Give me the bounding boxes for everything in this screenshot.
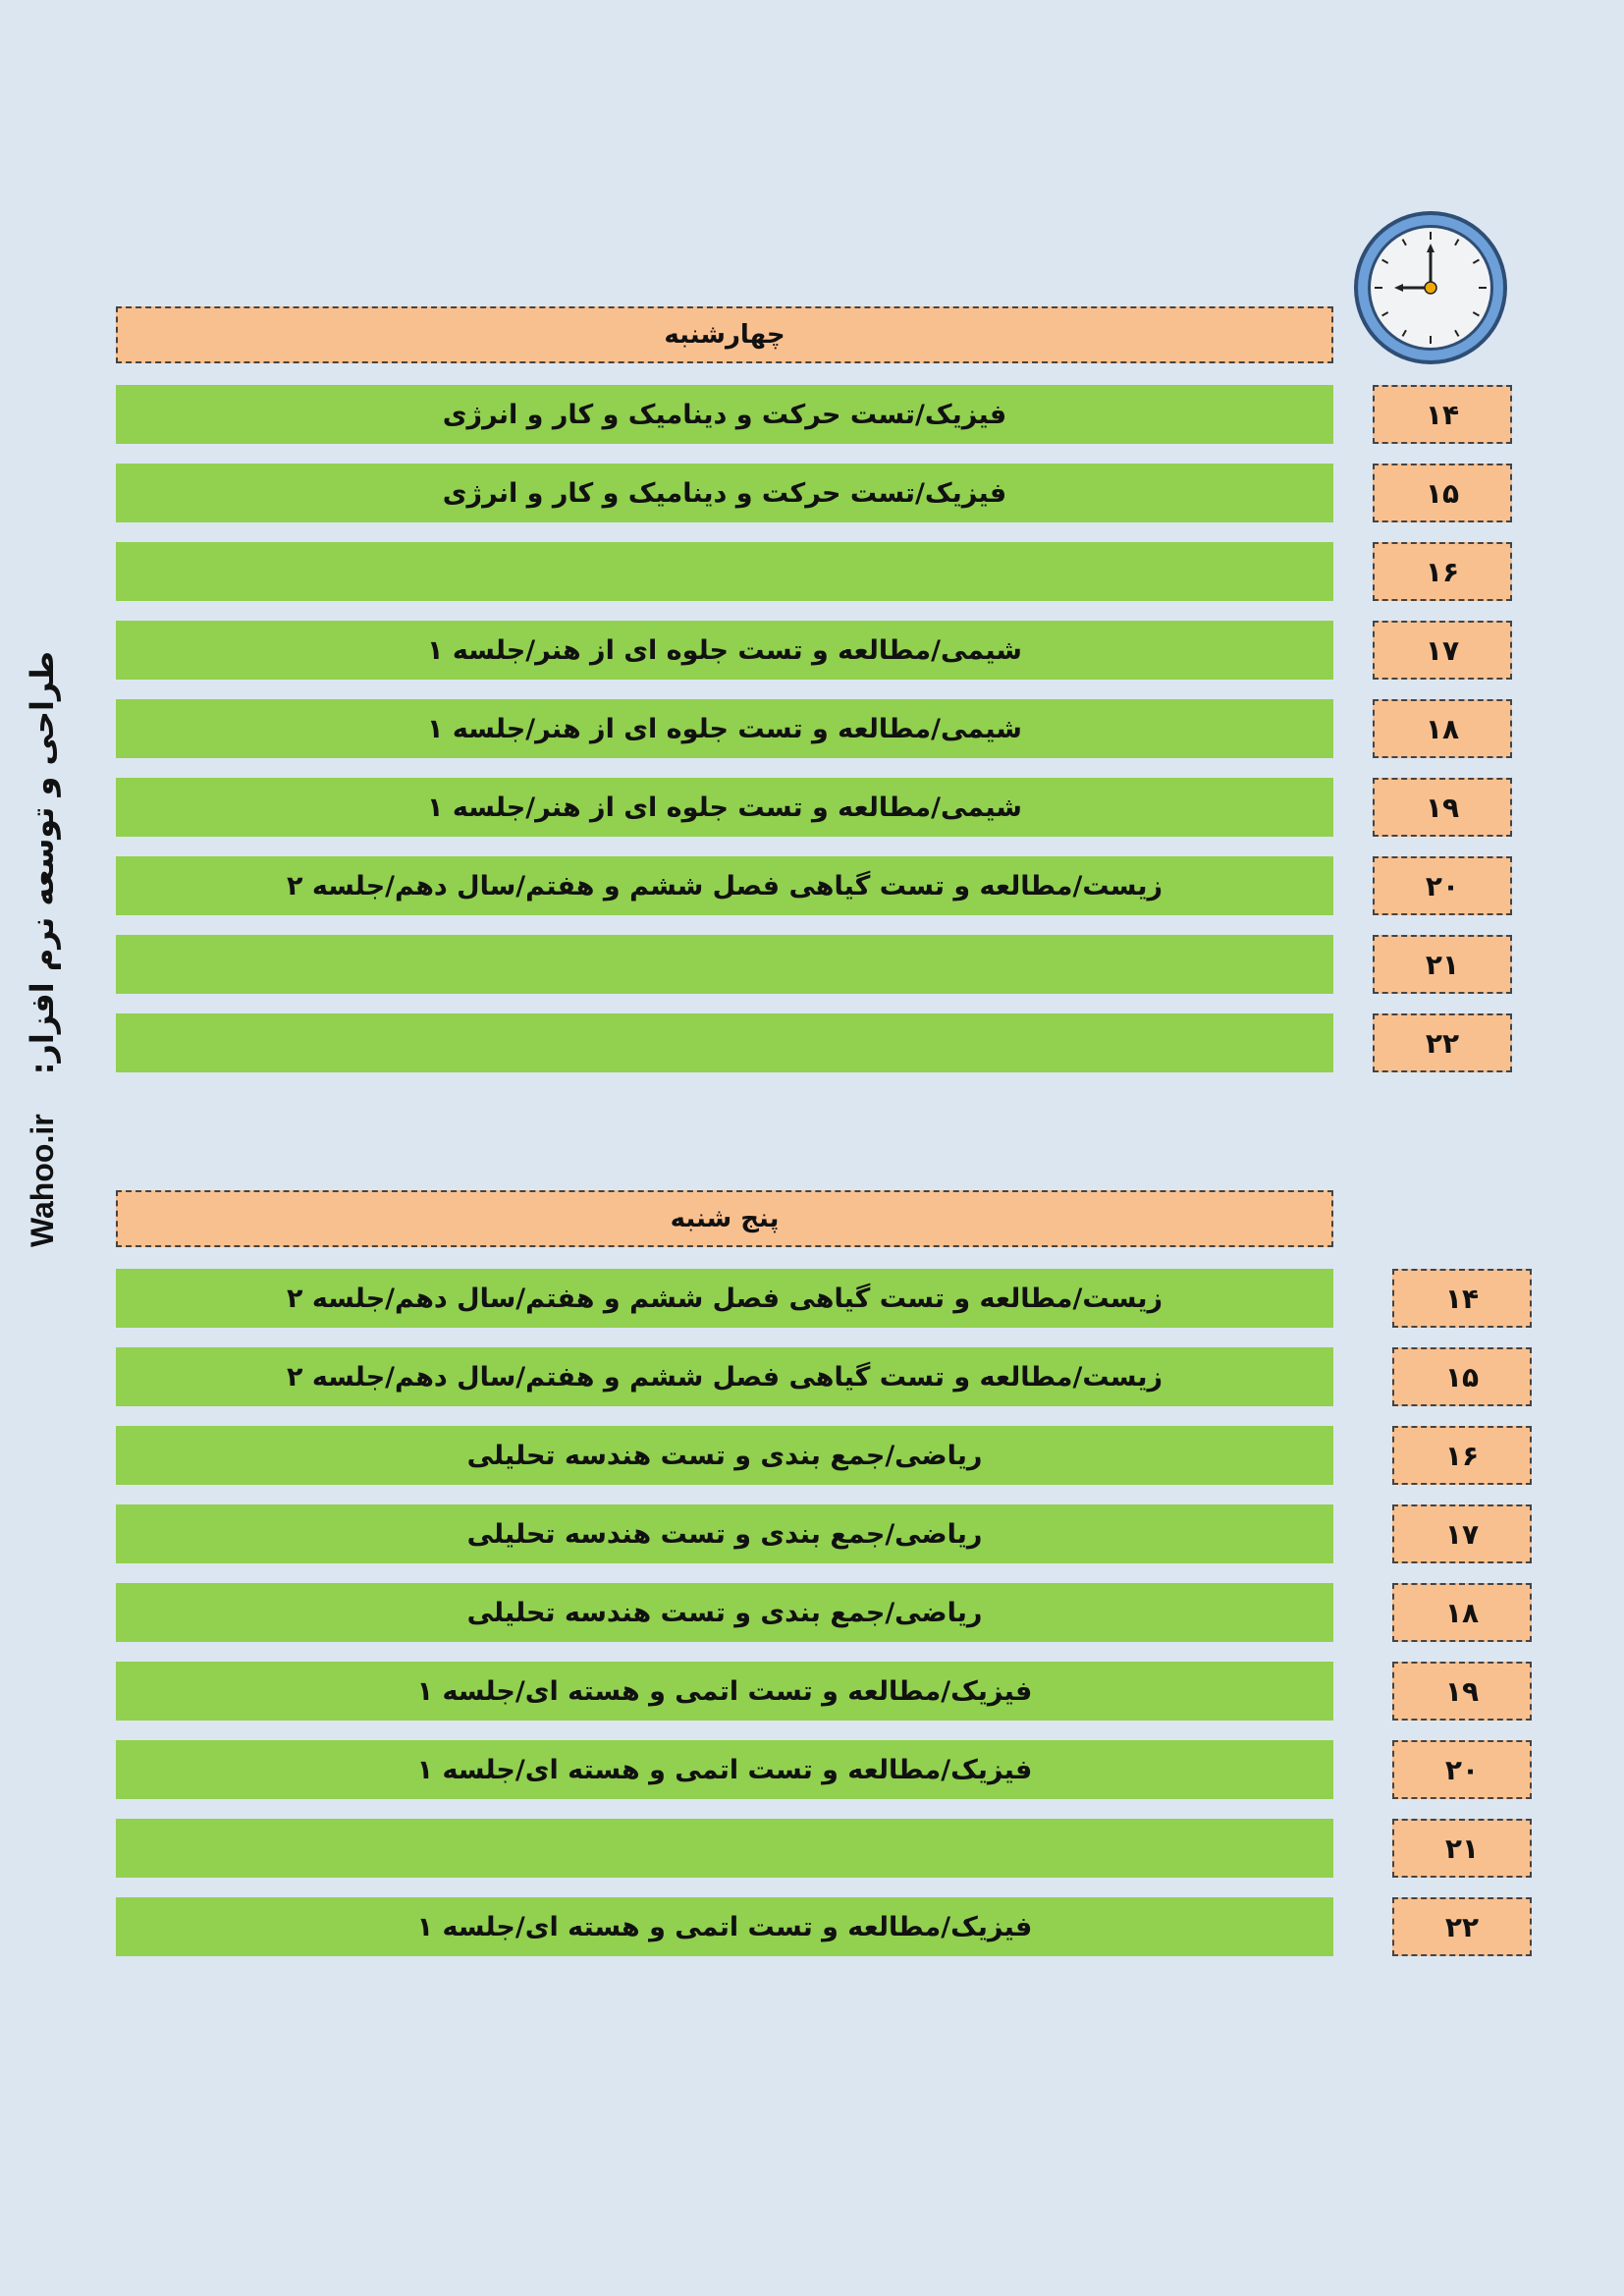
schedule-row: زیست/مطالعه و تست گیاهی فصل ششم و هفتم/سال دهم/جلسه ۲ [116, 856, 1333, 915]
schedule-row: فیزیک/مطالعه و تست اتمی و هسته ای/جلسه ۱ [116, 1662, 1333, 1721]
schedule-row [116, 1819, 1333, 1878]
hour-cell: ۱۸ [1373, 699, 1512, 758]
hour-cell: ۱۴ [1392, 1269, 1532, 1328]
schedule-row [116, 542, 1333, 601]
hour-cell: ۱۶ [1392, 1426, 1532, 1485]
schedule-row [116, 935, 1333, 994]
hour-cell: ۲۱ [1373, 935, 1512, 994]
hour-cell: ۱۶ [1373, 542, 1512, 601]
schedule-row [116, 1013, 1333, 1072]
hour-cell: ۱۹ [1373, 778, 1512, 837]
hour-cell: ۲۲ [1392, 1897, 1532, 1956]
schedule-row: فیزیک/مطالعه و تست اتمی و هسته ای/جلسه ۱ [116, 1897, 1333, 1956]
schedule-row: ریاضی/جمع بندی و تست هندسه تحلیلی [116, 1583, 1333, 1642]
hour-cell: ۲۰ [1373, 856, 1512, 915]
hour-cell: ۲۰ [1392, 1740, 1532, 1799]
schedule-row: فیزیک/تست حرکت و دینامیک و کار و انرژی [116, 385, 1333, 444]
watermark-site: Wahoo.ir [24, 1114, 60, 1247]
schedule-row: زیست/مطالعه و تست گیاهی فصل ششم و هفتم/سال دهم/جلسه ۲ [116, 1347, 1333, 1406]
schedule-row: شیمی/مطالعه و تست جلوه ای از هنر/جلسه ۱ [116, 621, 1333, 680]
hour-cell: ۱۵ [1373, 464, 1512, 522]
schedule-row: شیمی/مطالعه و تست جلوه ای از هنر/جلسه ۱ [116, 699, 1333, 758]
clock-icon [1351, 208, 1510, 367]
hour-cell: ۲۱ [1392, 1819, 1532, 1878]
day-header-wednesday: چهارشنبه [116, 306, 1333, 363]
schedule-row: ریاضی/جمع بندی و تست هندسه تحلیلی [116, 1504, 1333, 1563]
schedule-row: فیزیک/تست حرکت و دینامیک و کار و انرژی [116, 464, 1333, 522]
day-header-thursday: پنج شنبه [116, 1190, 1333, 1247]
hour-cell: ۱۸ [1392, 1583, 1532, 1642]
schedule-row: فیزیک/مطالعه و تست اتمی و هسته ای/جلسه ۱ [116, 1740, 1333, 1799]
schedule-row: شیمی/مطالعه و تست جلوه ای از هنر/جلسه ۱ [116, 778, 1333, 837]
watermark [18, 651, 67, 1247]
hour-cell: ۱۵ [1392, 1347, 1532, 1406]
hour-cell: ۱۴ [1373, 385, 1512, 444]
hour-cell: ۱۷ [1373, 621, 1512, 680]
hour-cell: ۲۲ [1373, 1013, 1512, 1072]
schedule-row: ریاضی/جمع بندی و تست هندسه تحلیلی [116, 1426, 1333, 1485]
hour-cell: ۱۷ [1392, 1504, 1532, 1563]
hour-cell: ۱۹ [1392, 1662, 1532, 1721]
watermark-credit: طراحی و توسعه نرم افزار: [24, 651, 61, 1075]
schedule-row: زیست/مطالعه و تست گیاهی فصل ششم و هفتم/سال دهم/جلسه ۲ [116, 1269, 1333, 1328]
